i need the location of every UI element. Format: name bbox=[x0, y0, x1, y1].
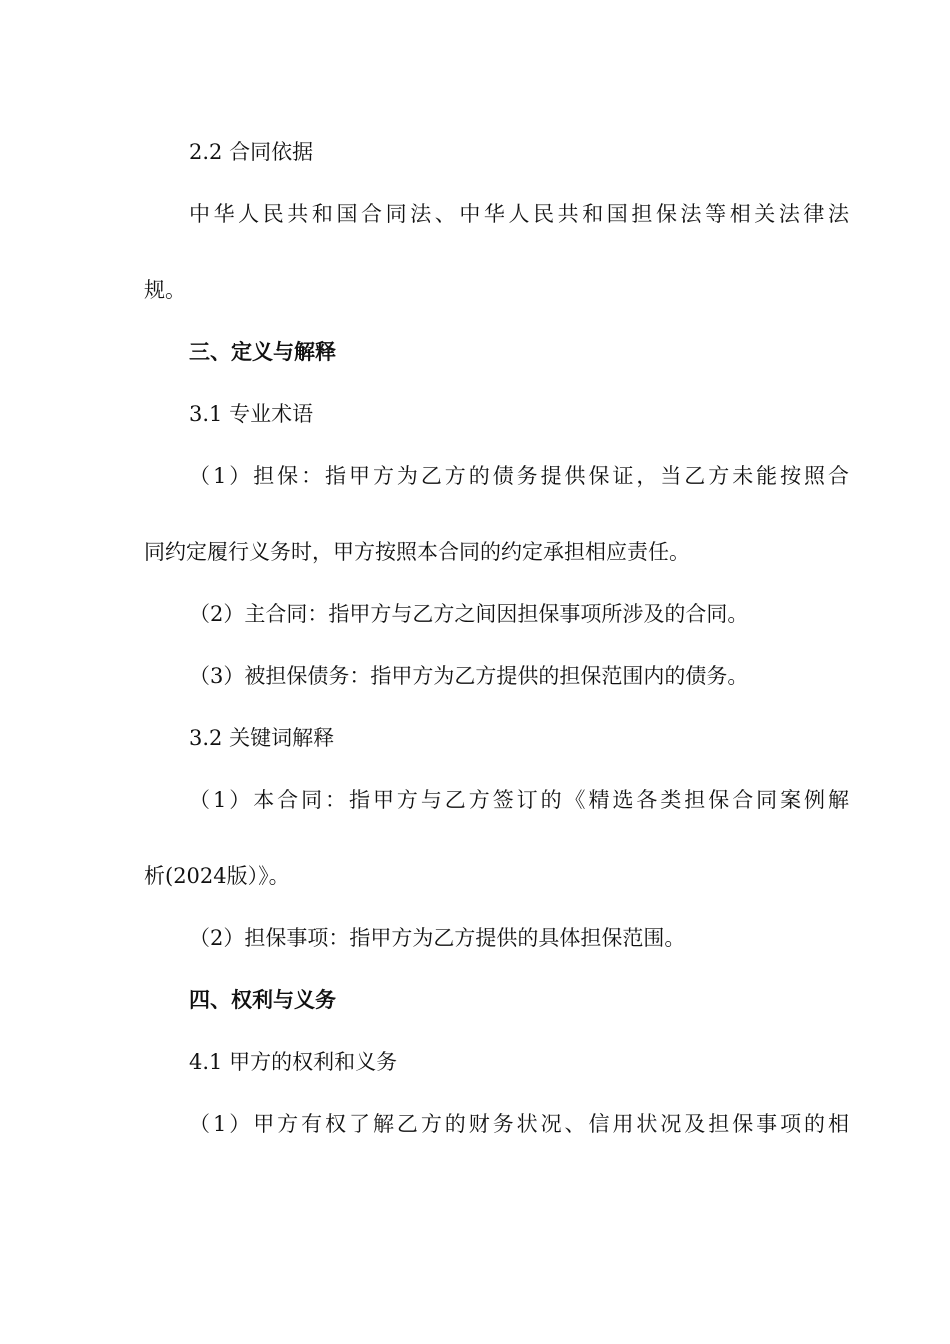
paragraph-line: 规。 bbox=[144, 278, 186, 302]
section-heading-3-2: 3.2 关键词解释 bbox=[189, 726, 335, 750]
paragraph-line: 中华人民共和国合同法、中华人民共和国担保法等相关法律法 bbox=[189, 202, 849, 226]
paragraph-line: （1）本合同：指甲方与乙方签订的《精选各类担保合同案例解 bbox=[189, 788, 849, 812]
section-heading-3-1: 3.1 专业术语 bbox=[189, 402, 314, 426]
section-heading-2-2: 2.2 合同依据 bbox=[189, 140, 314, 164]
paragraph-line: （1）甲方有权了解乙方的财务状况、信用状况及担保事项的相 bbox=[189, 1112, 849, 1136]
paragraph-line: （1）担保：指甲方为乙方的债务提供保证，当乙方未能按照合 bbox=[189, 464, 849, 488]
paragraph-line: 析(2024版）》。 bbox=[144, 864, 290, 888]
paragraph-line: （2）主合同：指甲方与乙方之间因担保事项所涉及的合同。 bbox=[189, 602, 749, 626]
paragraph-line: （3）被担保债务：指甲方为乙方提供的担保范围内的债务。 bbox=[189, 664, 749, 688]
chapter-heading-3: 三、定义与解释 bbox=[189, 339, 336, 364]
section-heading-4-1: 4.1 甲方的权利和义务 bbox=[189, 1050, 398, 1074]
paragraph-line: 同约定履行义务时，甲方按照本合同的约定承担相应责任。 bbox=[144, 540, 690, 564]
chapter-heading-4: 四、权利与义务 bbox=[189, 987, 336, 1012]
paragraph-line: （2）担保事项：指甲方为乙方提供的具体担保范围。 bbox=[189, 926, 686, 950]
